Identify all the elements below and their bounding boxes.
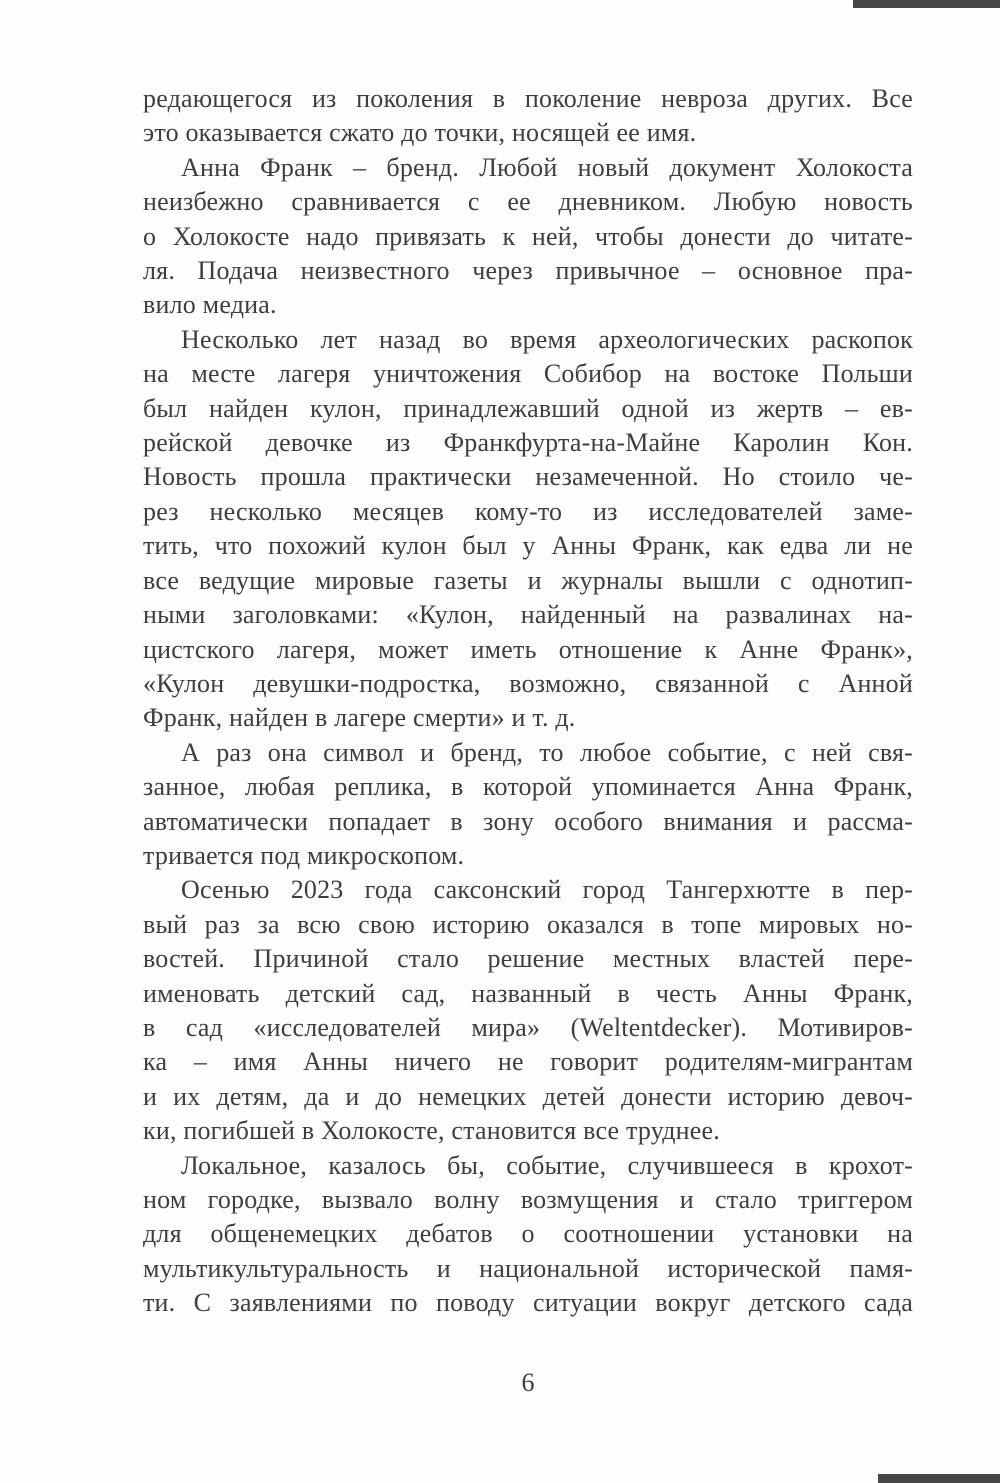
text-line: цистского лагеря, может иметь отношение к Анне Франк», <box>143 634 913 664</box>
text-line: тривается под микроскопом. <box>143 840 465 870</box>
text-line: тить, что похожий кулон был у Анны Франк, как едва ли не <box>143 531 913 561</box>
text-line: вило медиа. <box>143 290 277 320</box>
text-line: автоматически попадает в зону особого внимания и рассма- <box>143 806 913 836</box>
text-line: занное, любая реплика, в которой упоминается Анна Франк, <box>143 772 913 802</box>
text-line: ки, погибшей в Холокосте, становится все труднее. <box>143 1116 720 1146</box>
text-line: рейской девочке из Франкфурта-на-Майне Каролин Кон. <box>143 428 913 458</box>
text-line: рез несколько месяцев кому-то из исследователей заме- <box>143 496 913 526</box>
text-line: мультикультуральность и национальной исторической памя- <box>143 1253 913 1283</box>
scan-artifact-bottom-bar <box>878 1474 1000 1483</box>
text-line: неизбежно сравнивается с ее дневником. Любую новость <box>143 187 913 217</box>
text-line: о Холокосте надо привязать к ней, чтобы донести до читате- <box>143 221 913 251</box>
text-line: Несколько лет назад во время археологических раскопок <box>181 324 913 354</box>
text-line: вый раз за всю свою историю оказался в топе мировых но- <box>143 909 913 939</box>
scan-artifact-top-bar <box>853 0 1000 8</box>
text-line: Новость прошла практически незамеченной. Но стоило че- <box>143 462 913 492</box>
text-line: и их детям, да и до немецких детей донести историю девоч- <box>143 1081 913 1111</box>
text-line: редающегося из поколения в поколение невроза других. Все <box>143 84 913 113</box>
text-line: Осенью 2023 года саксонский город Тангерхютте в пер- <box>181 875 913 905</box>
text-line: ти. С заявлениями по поводу ситуации вокруг детского сада <box>143 1288 913 1318</box>
text-line: Локальное, казалось бы, событие, случившееся в крохот- <box>181 1150 913 1180</box>
text-line: «Кулон девушки-подростка, возможно, связанной с Анной <box>143 668 913 698</box>
text-line: ными заголовками: «Кулон, найденный на развалинах на- <box>143 600 913 630</box>
text-line: ном городке, вызвало волну возмущения и стало триггером <box>143 1185 913 1214</box>
text-line: это оказывается сжато до точки, носящей ее имя. <box>143 118 697 148</box>
text-line: Анна Франк – бренд. Любой новый документ Холокоста <box>181 152 913 182</box>
page-number: 6 <box>521 1368 535 1397</box>
text-line: А раз она символ и бренд, то любое событие, с ней свя- <box>181 737 913 767</box>
text-line: именовать детский сад, названный в честь Анны Франк, <box>143 978 913 1008</box>
text-line: ка – имя Анны ничего не говорит родителям-мигрантам <box>143 1047 913 1077</box>
text-line: Франк, найден в лагере смерти» и т. д. <box>143 703 576 733</box>
text-line: востей. Причиной стало решение местных властей пере- <box>143 944 913 974</box>
text-line: на месте лагеря уничтожения Собибор на востоке Польши <box>143 359 913 389</box>
text-block <box>143 82 913 1321</box>
text-line: был найден кулон, принадлежавший одной из жертв – ев- <box>143 393 913 423</box>
text-line: все ведущие мировые газеты и журналы вышли с однотип- <box>143 565 913 595</box>
text-line: ля. Подача неизвестного через привычное – основное пра- <box>143 256 913 286</box>
text-line: для общенемецких дебатов о соотношении установки на <box>143 1219 913 1249</box>
text-line: в сад «исследователей мира» (Weltentdecker). Мотивиров- <box>143 1012 913 1042</box>
